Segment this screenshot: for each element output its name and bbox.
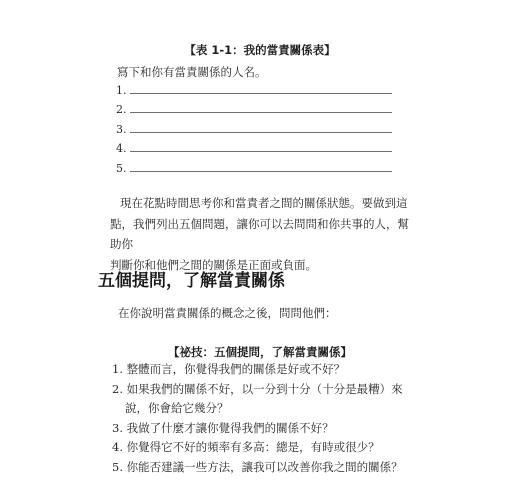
paragraph-line: 現在花點時間思考你和當責者之間的關係狀態。要做到這 <box>120 196 408 210</box>
section-heading: 五個提問，了解當責關係 <box>98 271 285 291</box>
table-title: 【表 1-1：我的當責關係表】 <box>184 43 336 57</box>
blank-line <box>130 151 392 152</box>
name-line-4[interactable] <box>116 139 392 159</box>
blank-line <box>130 112 392 113</box>
line-number: 3. <box>116 122 127 136</box>
line-number: 5. <box>116 161 127 175</box>
question-list <box>112 360 412 477</box>
name-line-5[interactable] <box>116 158 392 178</box>
question-item-continuation: 說，你會給它幾分？ <box>125 401 229 415</box>
body-paragraph <box>110 193 410 275</box>
line-number: 4. <box>116 142 127 155</box>
table-prompt: 寫下和你有當責關係的人名。 <box>117 65 267 79</box>
paragraph-line: 判斷你和他們之間的關係是正面或負面。 <box>110 257 317 272</box>
question-item: 1. 整體而言，你覺得我們的關係是好或不好？ <box>112 362 346 376</box>
blank-line <box>130 171 392 172</box>
tips-title: 【祕技：五個提問，了解當責關係】 <box>168 345 352 359</box>
blank-line <box>130 132 392 133</box>
name-lines <box>116 80 392 178</box>
line-number: 1. <box>116 83 127 97</box>
paragraph-line: 點，我們列出五個問題，讓你可以去問問和你共事的人，幫助你 <box>110 216 409 251</box>
question-item: 2. 如果我們的關係不好，以一分到十分（十分是最糟）來 <box>112 381 403 396</box>
name-line-2[interactable] <box>116 100 392 120</box>
line-number: 2. <box>116 103 127 116</box>
question-item: 5. 你能否建議一些方法，讓我可以改善你我之間的關係？ <box>112 459 403 474</box>
name-line-1[interactable] <box>116 80 392 100</box>
section-intro: 在你說明當責關係的概念之後，問問他們： <box>118 306 337 320</box>
question-item: 3. 我做了什麼才讓你覺得我們的關係不好？ <box>112 420 334 435</box>
blank-line <box>130 93 392 94</box>
question-item: 4. 你覺得它不好的頻率有多高：總是，有時或很少？ <box>112 440 380 454</box>
name-line-3[interactable] <box>116 119 392 139</box>
